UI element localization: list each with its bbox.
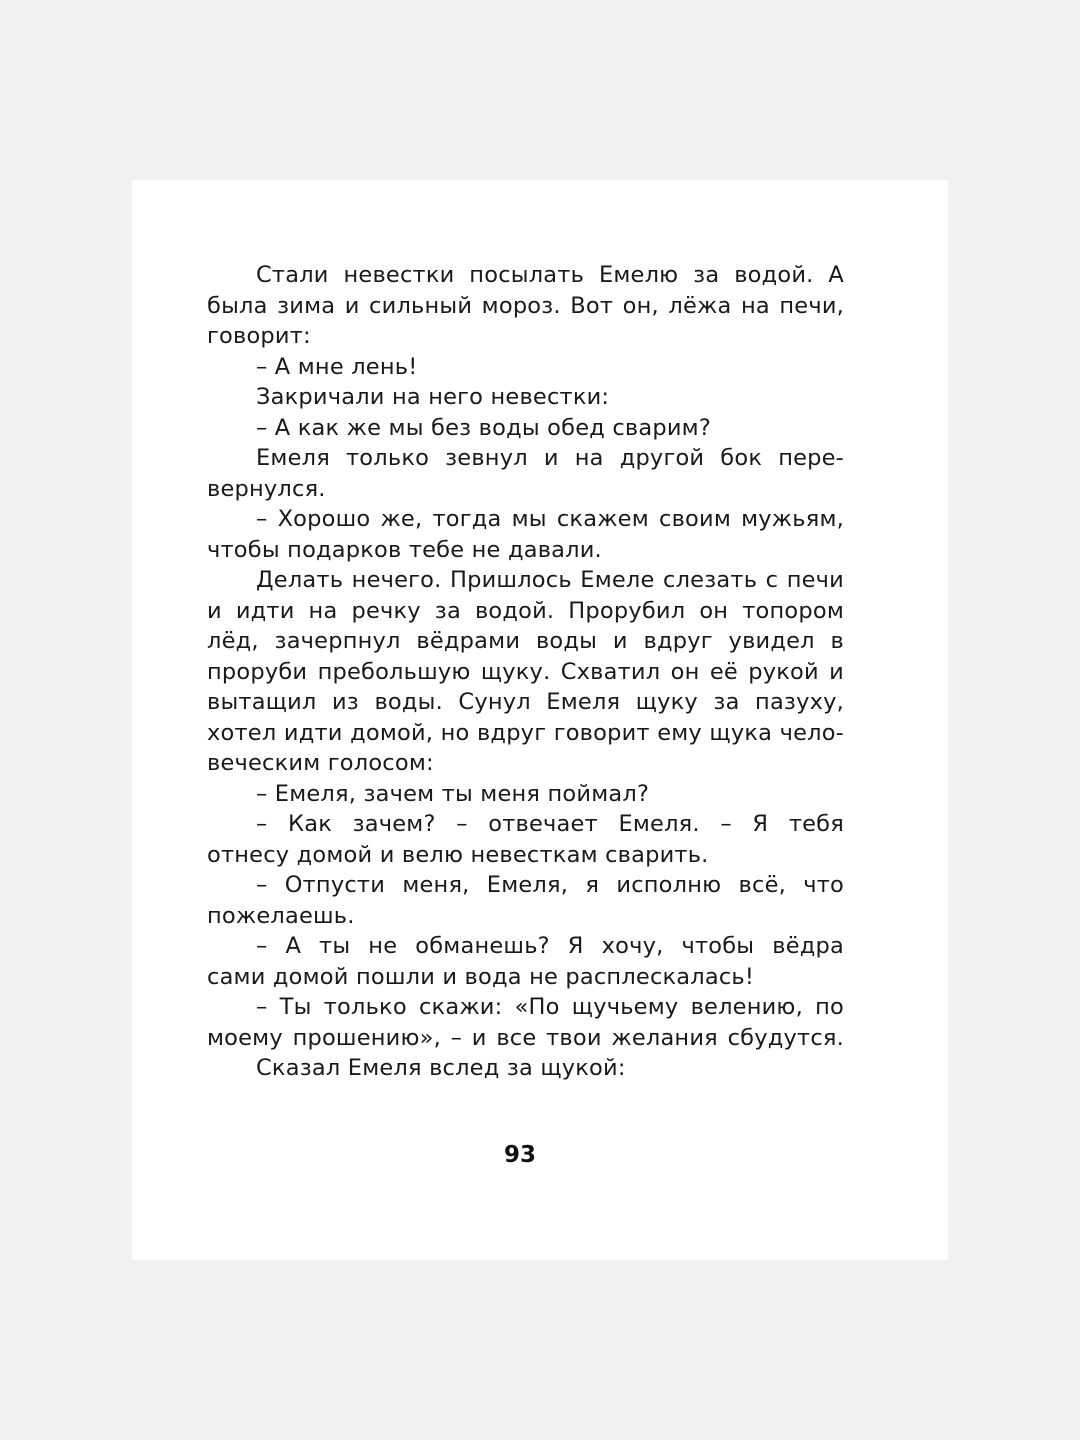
text-line: сами домой пошли и вода не расплескалась! — [207, 963, 755, 990]
text-line: – А мне лень! — [256, 353, 418, 380]
text-line: – Ты только скажи: «По щучьему велению, по — [256, 994, 844, 1020]
text-line: Стали невестки посылать Емелю за водой. А — [256, 262, 844, 288]
text-line: Сказал Емеля вслед за щукой: — [256, 1055, 626, 1081]
page-number: 93 — [503, 1142, 536, 1168]
text-line: вытащил из воды. Сунул Емеля щуку за пазуху, — [207, 689, 844, 715]
text-line: отнесу домой и велю невесткам сварить. — [207, 841, 709, 868]
text-line: Закричали на него невестки: — [256, 384, 610, 410]
text-line: – Как зачем? – отвечает Емеля. – Я тебя — [256, 811, 844, 837]
text-line: веческим голосом: — [207, 750, 434, 776]
text-line: Емеля только зевнул и на другой бок пере- — [256, 445, 844, 471]
text-line: – Емеля, зачем ты меня поймал? — [256, 780, 650, 807]
text-line: и идти на речку за водой. Прорубил он топором — [207, 597, 844, 624]
text-line: – Хорошо же, тогда мы скажем своим мужьям, — [256, 506, 844, 532]
book-page — [132, 180, 948, 1260]
page-text — [207, 260, 844, 1084]
text-line: – А как же мы без воды обед сварим? — [256, 414, 711, 441]
text-line: – Отпусти меня, Емеля, я исполню всё, что — [256, 872, 844, 898]
text-line: чтобы подарков тебе не давали. — [207, 536, 602, 563]
text-line: проруби пребольшую щуку. Схватил он её рукой и — [207, 658, 844, 685]
text-line: была зима и сильный мороз. Вот он, лёжа на печи, — [207, 292, 844, 319]
text-line: – А ты не обманешь? Я хочу, чтобы вёдра — [256, 933, 844, 959]
text-line: вернулся. — [207, 475, 326, 502]
text-line: пожелаешь. — [207, 902, 355, 929]
text-line: говорит: — [207, 323, 311, 349]
text-line: моему прошению», – и все твои желания сбудутся. — [207, 1024, 844, 1051]
text-line: Делать нечего. Пришлось Емеле слезать с печи — [256, 567, 844, 593]
text-line: лёд, зачерпнул вёдрами воды и вдруг увидел в — [207, 628, 844, 654]
text-line: хотел идти домой, но вдруг говорит ему щука чело- — [207, 719, 844, 746]
